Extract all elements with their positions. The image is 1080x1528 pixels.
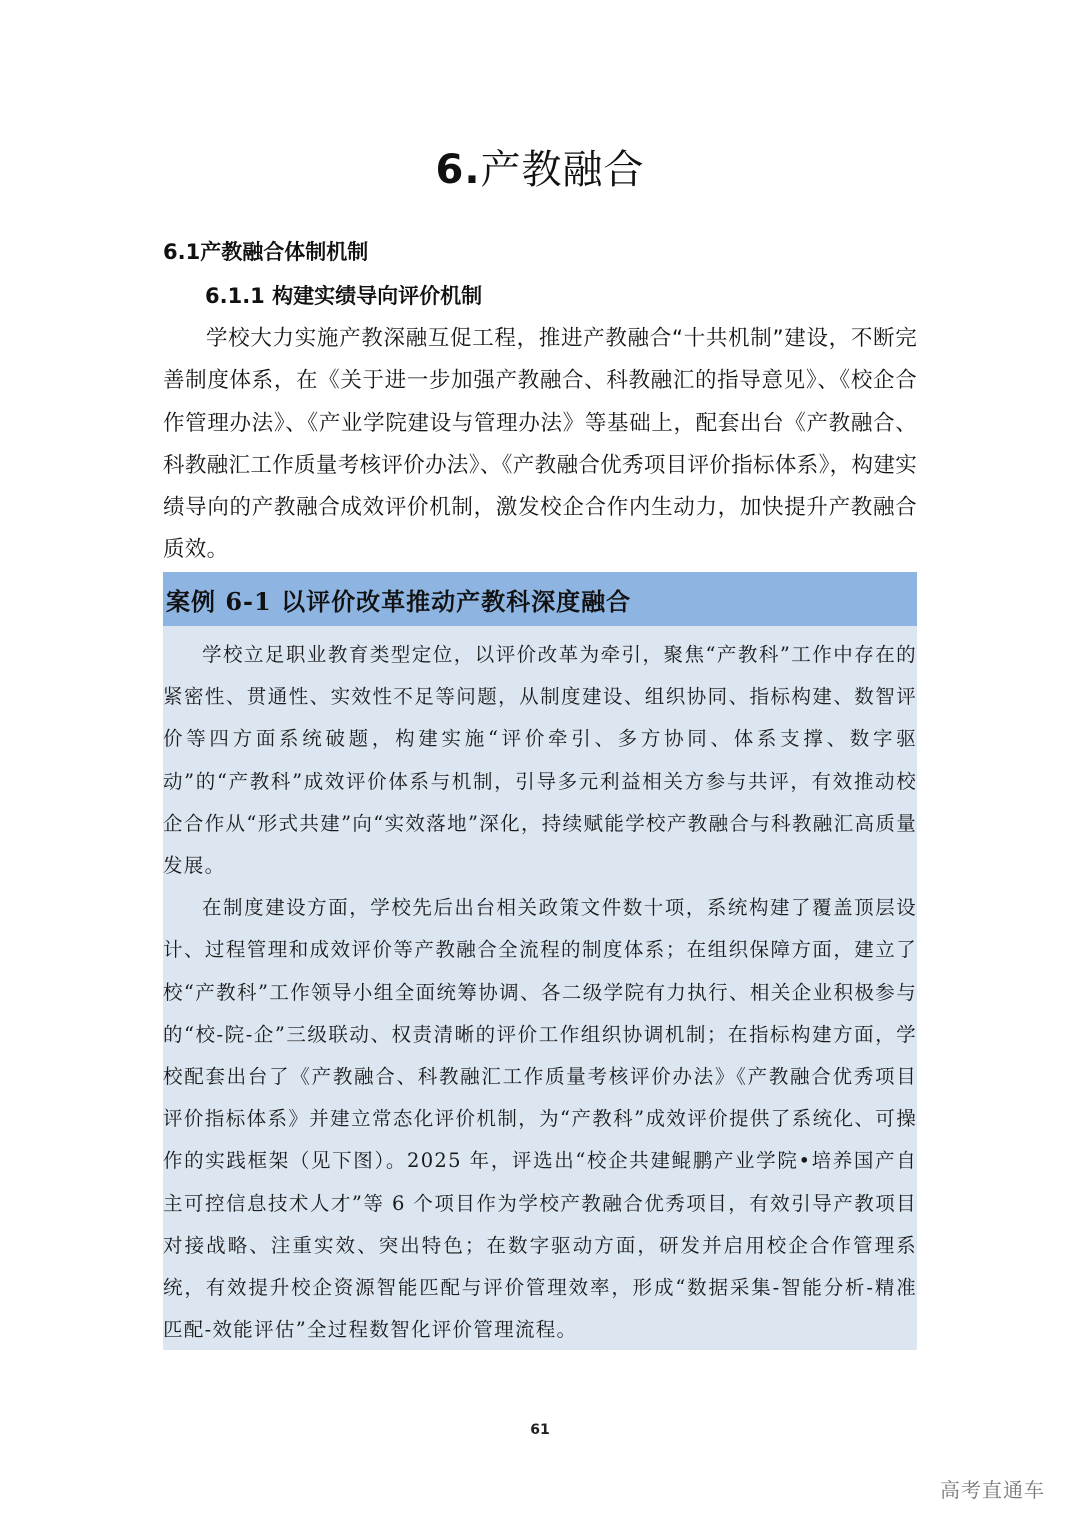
chapter-title [0, 138, 1080, 195]
subsection-heading: 6.1.1 构建实绩导向评价机制 [205, 284, 483, 308]
chapter-title-text: 产教融合 [480, 147, 645, 193]
page-number: 61 [530, 1422, 550, 1438]
case-paragraph: 学校立足职业教育类型定位，以评价改革为牵引，聚焦“产教科”工作中存在的紧密性、贯通性、实效性不足等问题，从制度建设、组织协同、指标构建、数智评价等四方面系统破题，构建实施“评价牵引、多方协同、体系支撑、数字驱动”的“产教科”成效评价体系与机制，引导多元利益相关方参与共评，有效推动校企合作从“形式共建”向“实效落地”深化，持续赋能学校产教融合与科教融汇高质量发展。 [163, 643, 917, 878]
case-study-box [163, 572, 917, 1350]
watermark-text: 高考直通车 [940, 1478, 1045, 1502]
case-study-body [163, 626, 917, 1351]
body-paragraph: 学校大力实施产教深融互促工程，推进产教融合“十共机制”建设，不断完善制度体系，在《关于进一步加强产教融合、科教融汇的指导意见》、《校企合作管理办法》、《产业学院建设与管理办法》等基础上，配套出台《产教融合、科教融汇工作质量考核评价办法》、《产教融合优秀项目评价指标体系》，构建实绩导向的产教融合成效评价机制，激发校企合作内生动力，加快提升产教融合质效。 [163, 326, 917, 563]
case-study-title: 案例 6-1 以评价改革推动产教科深度融合 [163, 572, 917, 626]
chapter-number: 6. [435, 147, 481, 193]
section-heading: 6.1产教融合体制机制 [163, 240, 369, 264]
case-paragraph: 在制度建设方面，学校先后出台相关政策文件数十项，系统构建了覆盖顶层设计、过程管理和成效评价等产教融合全流程的制度体系；在组织保障方面，建立了校“产教科”工作领导小组全面统筹协调、各二级学院有力执行、相关企业积极参与的“校-院-企”三级联动、权责清晰的评价工作组织协调机制；在指标构建方面，学校配套出台了《产教融合、科教融汇工作质量考核评价办法》《产教融合优秀项目评价指标体系》并建立常态化评价机制，为“产教科”成效评价提供了系统化、可操作的实践框架（见下图）。2025 年，评选出“校企共建鲲鹏产业学院•培养国产自主可控信息技术人才”等 6 个项目作为学校产教融合优秀项目，有效引导产教项目对接战略、注重实效、突出特色；在数字驱动方面，研发并启用校企合作管理系统，有效提升校企资源智能匹配与评价管理效率，形成“数据采集-智能分析-精准匹配-效能评估”全过程数智化评价管理流程。 [163, 896, 917, 1342]
